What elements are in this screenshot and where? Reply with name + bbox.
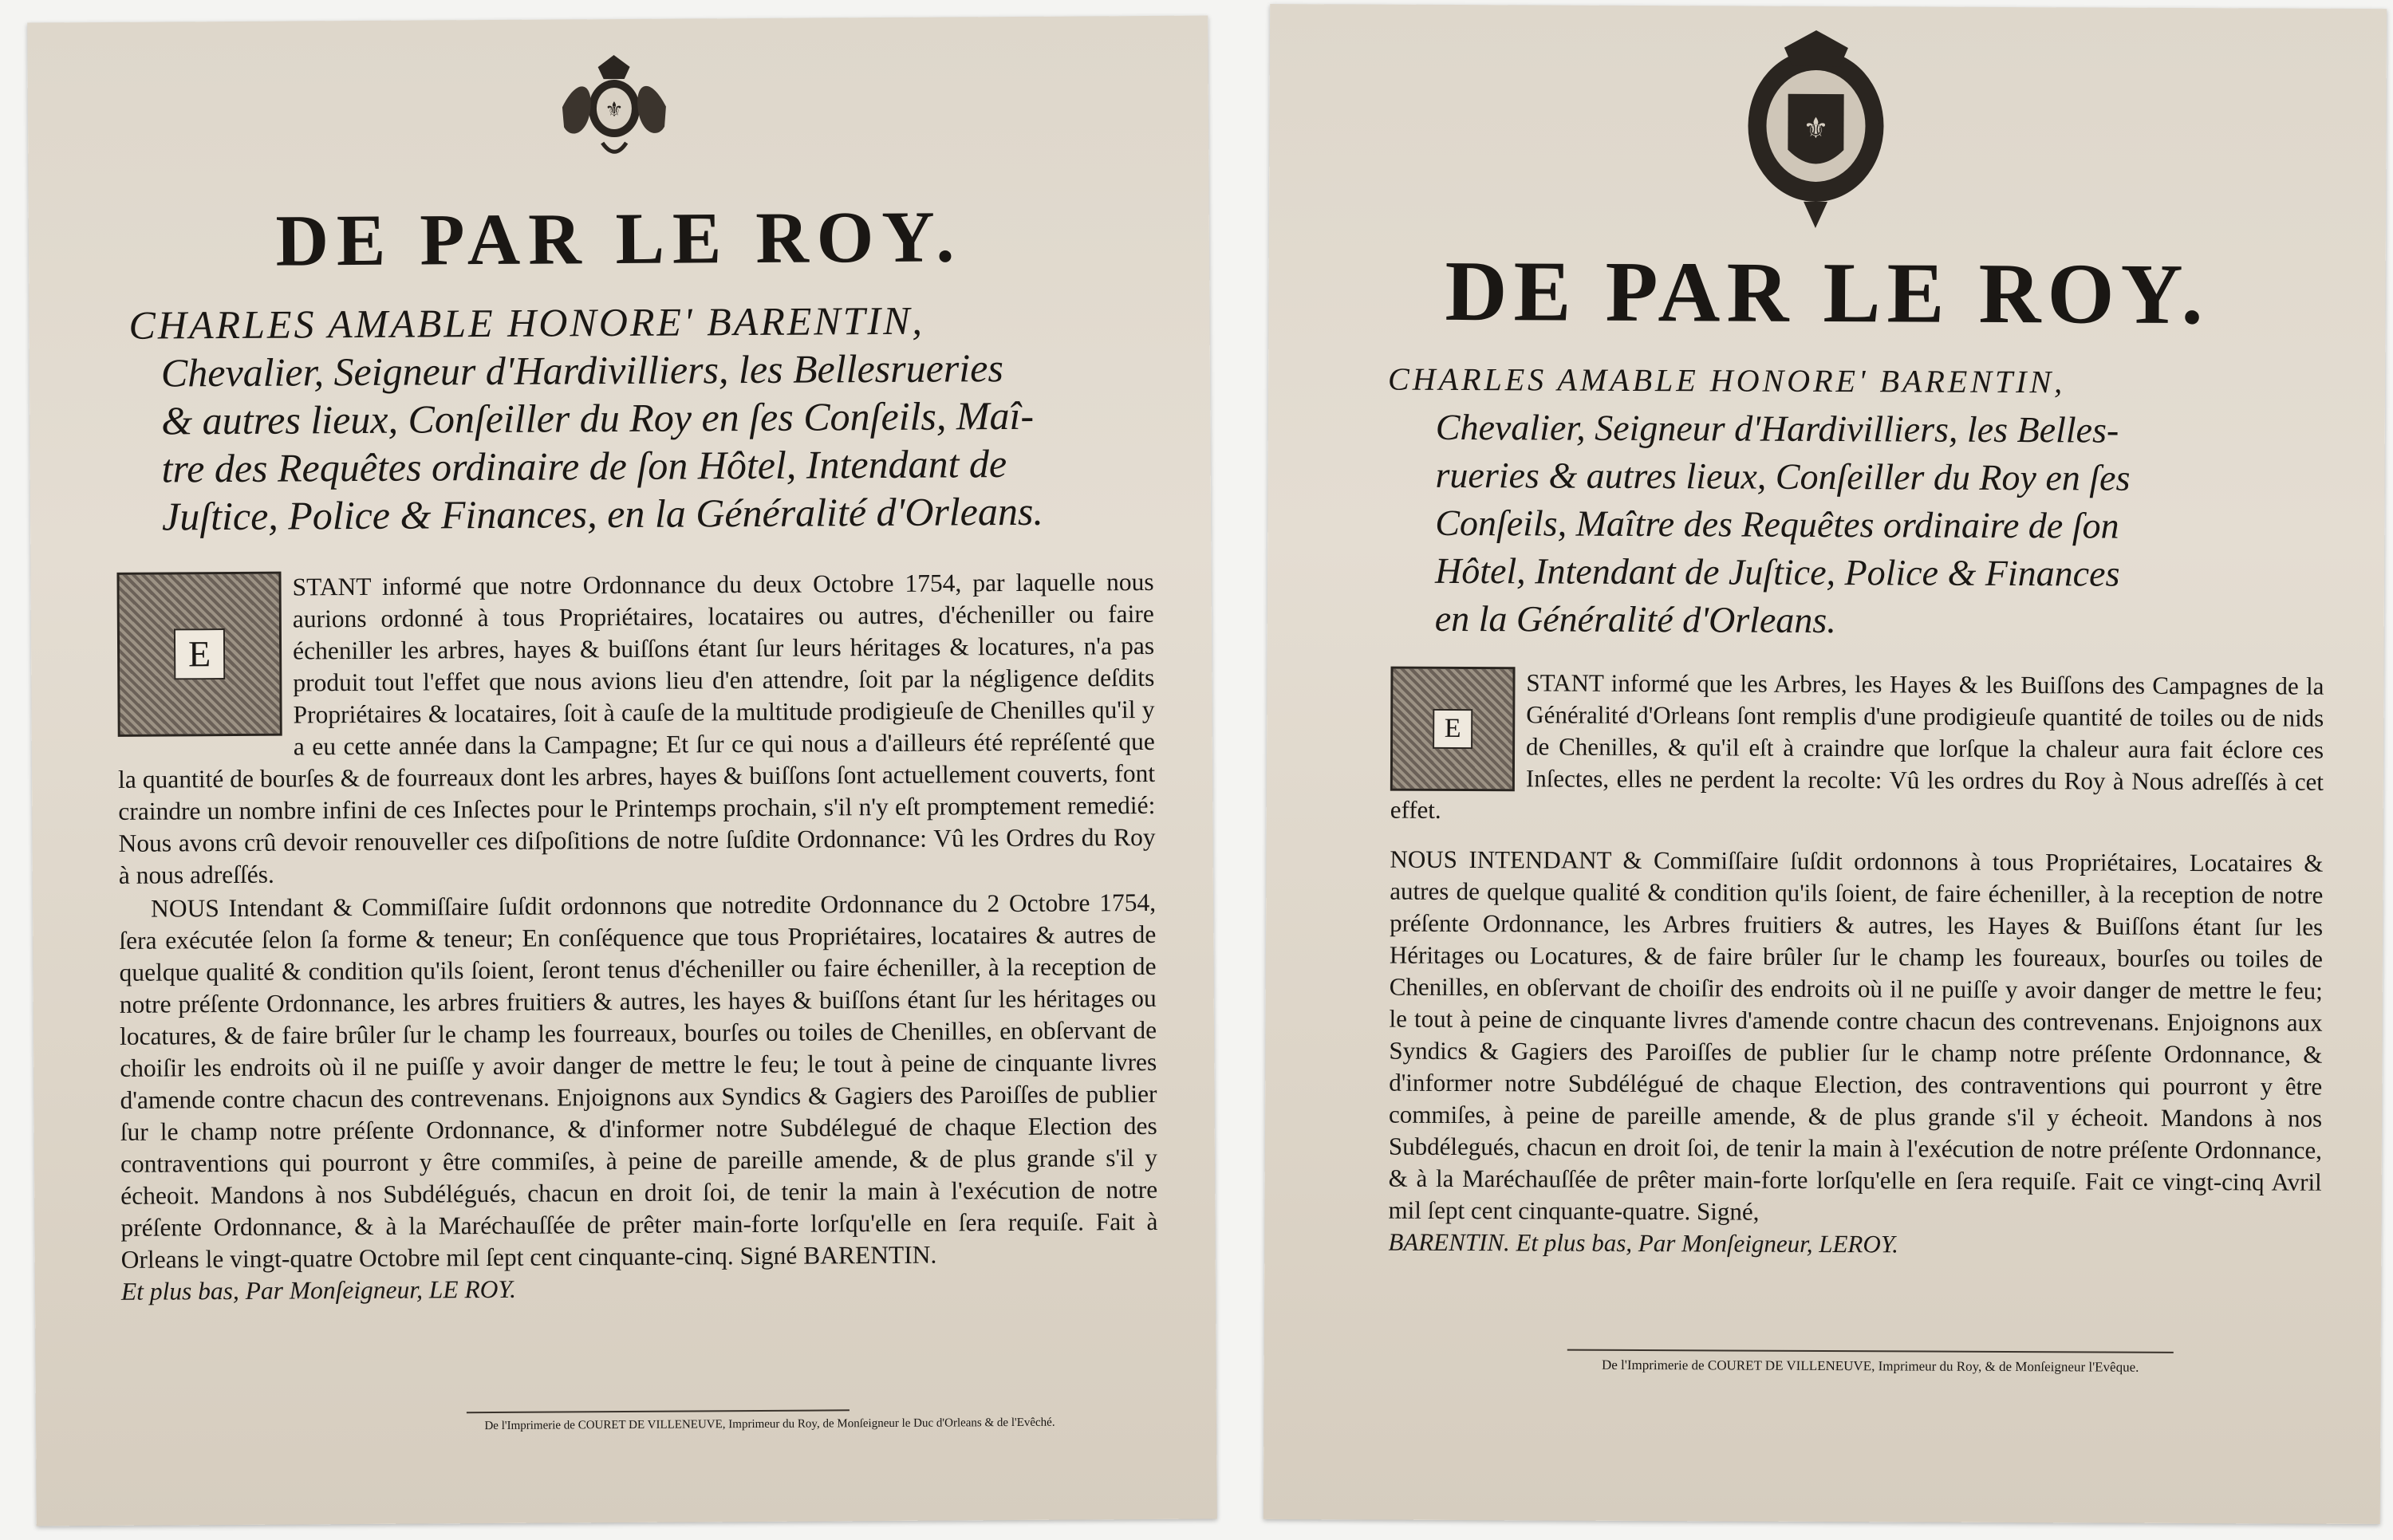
svg-text:⚜: ⚜ [605, 97, 624, 123]
paragraph-preamble: STANT informé que notre Ordonnance du deux Octobre 1754, par laquelle nous aurions ordonné à tous Propriétaires, locataires ou autres, d'écheniller ou faire écheniller les arbres, hayes & buiſſons étant ſur leurs héritages & locatures, n'a pas produit tout l'effet que nous avions lieu d'en attendre, ſoit par la négligence deſdits Propriétaires & locataires, ſoit à cauſe de la multitude prodigieuſe de Chenilles qu'il y a eu cette année dans la Campagne; Et ſur ce qui nous a d'ailleurs été repréſenté que la quantité de bourſes & de fourreaux dont les arbres, hayes & buiſſons ſont actuellement couverts, font craindre un nombre infini de ces Inſectes pour le Printemps prochain, s'il n'y eſt promptement remedié: Nous avons crû devoir renouveller ces diſpoſitions de notre ſuſdite Ordonnance: Vû les Ordres du Roy à nous adreſſés. [117, 567, 1156, 889]
signature-line: Et plus bas, Par Monſeigneur, LE ROY. [120, 1274, 517, 1306]
ordinance-sheet-1755 [27, 15, 1216, 1526]
royal-crest-icon [1740, 30, 1892, 230]
heading-line: Chevalier, Seigneur d'Hardivilliers, les Bellesrueries [160, 345, 1003, 396]
svg-text:⚜: ⚜ [1803, 112, 1829, 146]
heading-line: Hôtel, Intendant de Juſtice, Police & Finances [1434, 549, 2120, 594]
heading-line: tre des Requêtes ordinaire de ſon Hôtel, Intendant de [161, 441, 1007, 491]
printer-imprint: De l'Imprimerie de COURET DE VILLENEUVE, Imprimeur du Roy, & de Monſeigneur l'Evêque. [1601, 1357, 2139, 1375]
heading-line: Conſeils, Maître des Requêtes ordinaire de ſon [1435, 502, 2119, 546]
ordinance-body [1388, 667, 2324, 1262]
printer-imprint: De l'Imprimerie de COURET DE VILLENEUVE, Imprimeur du Roy, de Monſeigneur le Duc d'Orleans & de l'Evêché. [484, 1416, 1055, 1433]
paragraph-preamble: STANT informé que les Arbres, les Hayes & les Buiſſons des Campagnes de la Généralité d'Orleans ſont remplis d'une prodigieuſe quantité de toiles ou de nids de Chenilles, & qu'il eſt à craindre que lorſque la chaleur aura fait éclore ces Inſectes, elles ne perdent la recolte: Vû les ordres du Roy à Nous adreſſés à cet effet. [1390, 668, 2324, 824]
royal-crest-icon [554, 51, 674, 163]
ordinance-body [116, 566, 1158, 1308]
page-title: DE PAR LE ROY. [275, 195, 963, 282]
ornamental-dropcap [1390, 667, 1516, 792]
page-title: DE PAR LE ROY. [1445, 243, 2210, 343]
heading-line: Juſtice, Police & Finances, en la Généralité d'Orleans. [161, 488, 1044, 539]
intendant-heading [1387, 356, 2346, 647]
dropcap-letter: E [174, 628, 225, 679]
paragraph-ordinance: NOUS INTENDANT & Commiſſaire ſuſdit ordonnons à tous Propriétaires, Locataires & autres de quelque qualité & condition qu'ils ſoient, de faire écheniller, à la reception de notre préſente Ordonnance, les Arbres fruitiers & autres, les Hayes & Buiſſons étant ſur les Héritages ou Locatures, & de faire brûler ſur le champ les foureaux, bourſes ou toiles de Chenilles, en obſervant de choiſir des endroits où il ne puiſſe y avoir danger de mettre le feu; le tout à peine de cinquante livres d'amende contre chacun des contrevenans. Enjoignons aux Syndics & Gagiers des Paroiſſes de publier ſur le champ notre préſente Ordonnance, & d'informer notre Subdélégué de chaque Election, des contraventions qui pourront y être commiſes, à peine de pareille amende, & de plus grande s'il y écheoit. Mandons à nos Subdélegués, chacun en droit ſoi, de tenir la main à l'exécution de notre préſente Ordonnance, & à la Maréchauſſée de prêter main-forte lorſqu'elle en ſera requiſe. Fait ce vingt-cinq Avril mil ſept cent cinquante-quatre. Signé, [1388, 845, 2324, 1226]
heading-line: CHARLES AMABLE HONORE' BARENTIN, [1388, 360, 2066, 400]
heading-line: en la Généralité d'Orleans. [1434, 597, 1836, 641]
heading-line: rueries & autres lieux, Conſeiller du Roy en ſes [1435, 454, 2131, 498]
signature-line: BARENTIN. Et plus bas, Par Monſeigneur, LEROY. [1388, 1227, 1898, 1258]
imprint-rule [467, 1409, 850, 1413]
ordinance-sheet-1754 [1264, 4, 2387, 1524]
imprint-rule [1567, 1349, 2174, 1353]
intendant-heading [128, 295, 1135, 541]
heading-line: Chevalier, Seigneur d'Hardivilliers, les Belles- [1435, 406, 2119, 451]
ornamental-dropcap [116, 572, 282, 737]
heading-line: & autres lieux, Conſeiller du Roy en ſes Conſeils, Maî- [161, 392, 1035, 443]
dropcap-letter: E [1433, 709, 1472, 749]
paragraph-ordinance: NOUS Intendant & Commiſſaire ſuſdit ordonnons que notredite Ordonnance du 2 Octobre 1754, ſera exécutée ſelon ſa forme & teneur; En conſéquence que tous Propriétaires, locataires & autres de quelque qualité & condition qu'ils ſoient, ſeront tenus d'écheniller ou faire écheniller, à la reception de notre préſente Ordonnance, les arbres fruitiers & autres, les hayes & buiſſons étant ſur les héritages ou locatures, & de faire brûler ſur le champ les fourreaux, bourſes ou toiles de Chenilles, en obſervant de choiſir les endroits où il ne puiſſe y avoir danger de mettre le feu; le tout à peine de cinquante livres d'amende contre chacun des contrevenans. Enjoignons aux Syndics & Gagiers des Paroiſſes de publier ſur le champ notre préſente Ordonnance, & d'informer notre Subdélegué de chaque Election des contraventions qui pourront y être commiſes, à peine de pareille amende, & de plus grande s'il y écheoit. Mandons à nos Subdélégués, chacun en droit ſoi, de tenir la main à l'exécution de notre préſente Ordonnance, & à la Maréchauſſée de prêter main-forte lorſqu'elle en ſera requiſe. Fait à Orleans le vingt-quatre Octobre mil ſept cent cinquante-cinq. Signé BARENTIN. [119, 888, 1158, 1274]
heading-line: CHARLES AMABLE HONORE' BARENTIN, [128, 297, 925, 348]
